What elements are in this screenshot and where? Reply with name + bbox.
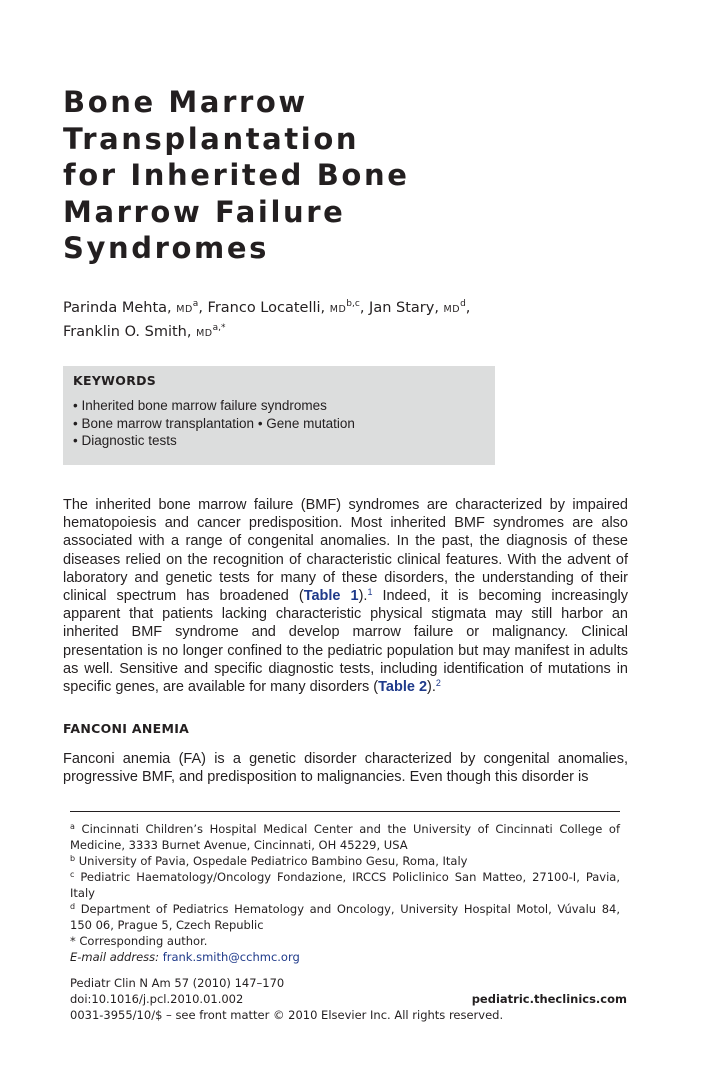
title-line: Marrow Failure xyxy=(63,194,346,229)
author-name: Franklin O. Smith, xyxy=(63,324,192,340)
footnote-c xyxy=(70,869,620,901)
intro-paragraph xyxy=(63,496,628,696)
author-name: Parinda Mehta, xyxy=(63,300,172,316)
keywords-heading: KEYWORDS xyxy=(73,373,157,388)
author-separator: , xyxy=(198,300,203,316)
footnote-marker: b xyxy=(70,854,76,863)
title-line: for Inherited Bone xyxy=(63,158,410,192)
keyword-item: • Diagnostic tests xyxy=(73,433,177,448)
email-label: E-mail address: xyxy=(70,950,160,964)
author-separator: , xyxy=(359,300,365,316)
journal-citation: Pediatr Clin N Am 57 (2010) 147–170 xyxy=(70,976,285,990)
author-name: Franco Locatelli, xyxy=(207,300,326,316)
citation-2-link[interactable]: 2 xyxy=(435,678,441,689)
affiliation-marker[interactable]: a xyxy=(192,299,199,309)
title-line: Bone Marrow xyxy=(63,85,308,119)
affiliation-footnotes xyxy=(70,821,620,965)
paragraph-text: The inherited bone marrow failure (BMF) syndromes are characterized by impaired hematopoiesis and cancer predisposition. Most inherited BMF syndromes are also associated with a range of congenital anomalies. In the past, the diagnosis of these diseases relied on the recognition of characteristic clinical features. With the advent of laboratory and genetic tests for many of these disorders, the understanding of their clinical spectrum has broadened ( xyxy=(63,497,628,605)
footnote-marker: a xyxy=(70,822,75,831)
paragraph-text: Indeed, it is becoming increasingly apparent that patients lacking characteristic physical stigmata may still harbor an inherited BMF syndrome and develop marrow failure or malignancy. Clinical presentation is no longer confined to the pediatric population but may manifest in adults as well. Sensitive and specific diagnostic tests, including identification of mutations in specific genes, are available for many disorders ( xyxy=(63,588,628,696)
author-list xyxy=(63,297,623,345)
journal-site-link[interactable]: pediatric.theclinics.com xyxy=(471,992,627,1006)
email-line xyxy=(70,949,620,965)
citation-1-link[interactable]: 1 xyxy=(367,587,373,598)
affiliation-marker[interactable]: d xyxy=(460,299,466,309)
footnote-text: Department of Pediatrics Hematology and Oncology, University Hospital Motol, Vúvalu 84, 150 06, Prague 5, Czech Republic xyxy=(70,902,620,932)
footnote-marker: c xyxy=(70,870,75,879)
keyword-item: • Inherited bone marrow failure syndromes xyxy=(73,398,327,413)
doi-line[interactable]: doi:10.1016/j.pcl.2010.01.002 xyxy=(70,992,244,1006)
paragraph-text: ). xyxy=(427,679,436,696)
keywords-box xyxy=(63,366,495,465)
fanconi-paragraph: Fanconi anemia (FA) is a genetic disorder characterized by congenital anomalies, progressive BMF, and predisposition to malignancies. Even though this disorder is xyxy=(63,751,628,786)
author-degree: MD xyxy=(176,304,193,315)
author-name: Jan Stary, xyxy=(369,300,439,316)
table-2-link[interactable]: Table 2 xyxy=(378,679,428,696)
copyright-line: 0031-3955/10/$ – see front matter © 2010 Elsevier Inc. All rights reserved. xyxy=(70,1008,504,1022)
paragraph-text: ). xyxy=(358,588,368,605)
table-1-link[interactable]: Table 1 xyxy=(303,588,359,605)
footnote-marker: d xyxy=(70,902,76,911)
author-degree: MD xyxy=(443,304,461,315)
email-link[interactable]: frank.smith@cchmc.org xyxy=(162,950,300,964)
section-heading: FANCONI ANEMIA xyxy=(63,721,190,736)
affiliation-marker[interactable]: b,c xyxy=(346,299,360,309)
footnote-text: Cincinnati Children’s Hospital Medical Center and the University of Cincinnati College of Medicine, 3333 Burnet Avenue, Cincinnati, OH 45229, USA xyxy=(70,822,620,852)
footnote-b xyxy=(70,853,620,869)
affiliation-marker[interactable]: a,* xyxy=(212,323,226,333)
author-degree: MD xyxy=(329,304,347,315)
author-degree: MD xyxy=(196,328,213,339)
footnote-d xyxy=(70,901,620,933)
corresponding-author-note: * Corresponding author. xyxy=(70,934,208,948)
title-line: Transplantation xyxy=(63,121,360,156)
footnote-divider xyxy=(70,811,620,812)
footnote-a xyxy=(70,821,620,853)
footnote-text: Pediatric Haematology/Oncology Fondazione, IRCCS Policlinico San Matteo, 27100-I, Pavia, Italy xyxy=(70,870,620,900)
footnote-text: University of Pavia, Ospedale Pediatrico Bambino Gesu, Roma, Italy xyxy=(75,854,468,868)
keywords-list xyxy=(73,397,355,450)
author-separator: , xyxy=(465,300,471,316)
title-line: Syndromes xyxy=(63,231,269,265)
article-title xyxy=(63,84,483,267)
keyword-item: • Bone marrow transplantation • Gene mutation xyxy=(73,415,355,431)
